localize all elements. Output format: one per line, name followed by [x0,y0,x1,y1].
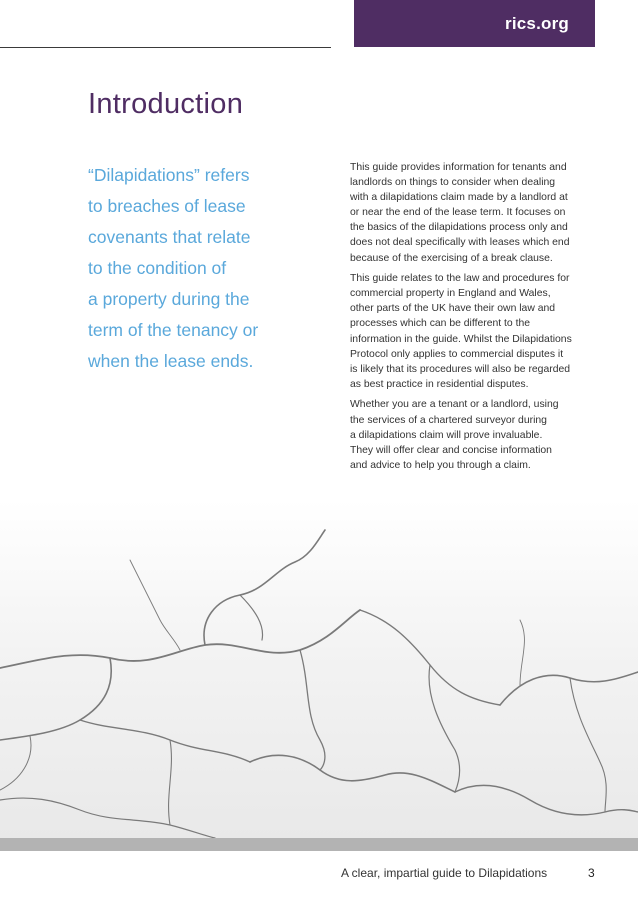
body-line: other parts of the UK have their own law and [350,303,556,315]
body-line: the services of a chartered surveyor during [350,414,547,426]
body-line: landlords on things to consider when dealing [350,177,556,189]
paragraph-intro [350,160,600,266]
body-line: because of the exercising of a break clause. [350,252,553,264]
body-line: a dilapidations claim will prove invaluable. [350,429,543,441]
body-line: Whether you are a tenant or a landlord, using [350,399,559,411]
header-rule [0,47,331,48]
body-line: does not deal specifically with leases which end [350,237,570,249]
paragraph-jurisdiction [350,271,600,392]
page-title: Introduction [88,88,244,120]
body-line: is likely that its procedures will also be regarded [350,363,571,375]
body-line: commercial property in England and Wales, [350,288,551,300]
brand-link[interactable]: rics.org [505,13,569,33]
body-line: with a dilapidations claim made by a landlord at [350,192,568,204]
body-line: This guide provides information for tenants and [350,162,567,173]
footer-guide-title: A clear, impartial guide to Dilapidations [341,866,548,880]
body-line: They will offer clear and concise information [350,444,552,456]
body-line: Protocol only applies to commercial disputes it [350,348,564,360]
cracked-surface-image [0,500,638,838]
pull-quote-line: when the lease ends. [88,351,254,371]
pull-quote-line: covenants that relate [88,227,251,247]
pull-quote-line: “Dilapidations” refers [88,165,250,185]
body-line: or near the end of the lease term. It focuses on [350,207,566,219]
body-text-column [350,160,600,478]
footer-bar [0,838,638,851]
pull-quote-line: to the condition of [88,258,227,278]
body-line: as best practice in residential disputes. [350,378,529,390]
body-line: This guide relates to the law and procedures for [350,273,570,285]
body-line: and advice to help you through a claim. [350,459,531,471]
body-line: the basics of the dilapidations process only and [350,222,568,234]
pull-quote-line: to breaches of lease [88,196,246,216]
page-number: 3 [588,866,595,880]
pull-quote [88,160,328,377]
brand-banner[interactable] [354,0,595,47]
pull-quote-line: a property during the [88,289,250,309]
pull-quote-line: term of the tenancy or [88,320,259,340]
paragraph-surveyor [350,397,600,472]
body-line: processes which can be different to the [350,318,531,330]
body-line: information in the guide. Whilst the Dilapidations [350,333,572,345]
